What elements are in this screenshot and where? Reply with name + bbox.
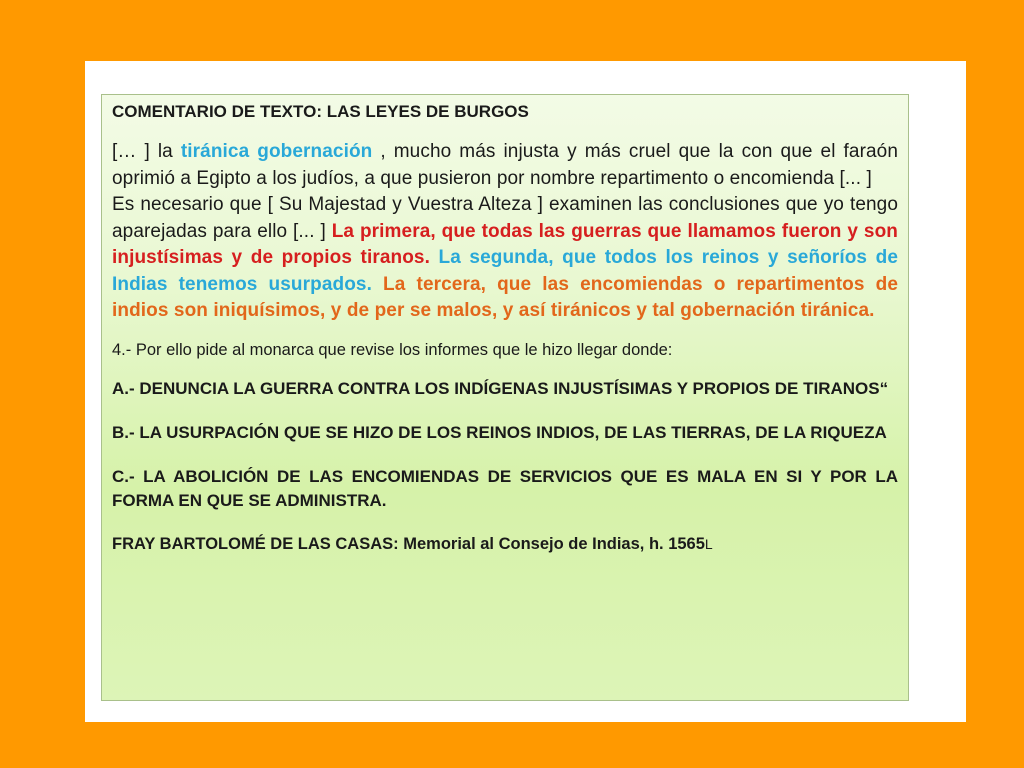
point-4: 4.- Por ello pide al monarca que revise los informes que le hizo llegar donde: — [112, 340, 673, 359]
text-box — [101, 94, 909, 701]
slide — [85, 61, 966, 722]
quote-text: [… ] la — [112, 141, 181, 162]
source-tail: L — [704, 535, 713, 552]
quote-paragraph-1 — [112, 139, 898, 192]
quote-paragraph-2 — [112, 192, 898, 325]
source-citation — [112, 533, 898, 555]
quote-text: Es necesario que [ Su Majestad y Vuestra Alteza ] examinen las conclusiones que yo tengo aparejadas para ello [... ] — [112, 194, 898, 242]
conclusion-third: La tercera, que las encomiendas o repartimentos de indios son iniquísimos, y de per se malos, y así tiránicos y tal gobernación tiránica. — [112, 273, 898, 321]
document-title: COMENTARIO DE TEXTO: LAS LEYES DE BURGOS — [112, 102, 529, 121]
conclusion-second: La segunda, que todos los reinos y señoríos de Indias tenemos usurpados. — [112, 247, 898, 295]
conclusion-first: La primera, que todas las guerras que llamamos fueron y son injustísimas y de propios tiranos. — [112, 220, 898, 268]
item-c: C.- LA ABOLICIÓN DE LAS ENCOMIENDAS DE SERVICIOS QUE ES MALA EN SI Y POR LA FORMA EN QUE SE ADMINISTRA. — [112, 466, 898, 510]
source-text: FRAY BARTOLOMÉ DE LAS CASAS: Memorial al Consejo de Indias, h. 1565 — [112, 534, 705, 553]
item-b: B.- LA USURPACIÓN QUE SE HIZO DE LOS REINOS INDIOS, DE LAS TIERRAS, DE LA RIQUEZA — [112, 422, 887, 442]
highlight-tiranica-gobernacion: tiránica gobernación — [180, 141, 373, 162]
quote-text: , mucho más injusta y más cruel que la con que el faraón oprimió a Egipto a los judíos, a que pusieron por nombre repartimento o encomienda [... ] — [112, 141, 898, 189]
item-a: A.- DENUNCIA LA GUERRA CONTRA LOS INDÍGENAS INJUSTÍSIMAS Y PROPIOS DE TIRANOS“ — [112, 378, 889, 398]
